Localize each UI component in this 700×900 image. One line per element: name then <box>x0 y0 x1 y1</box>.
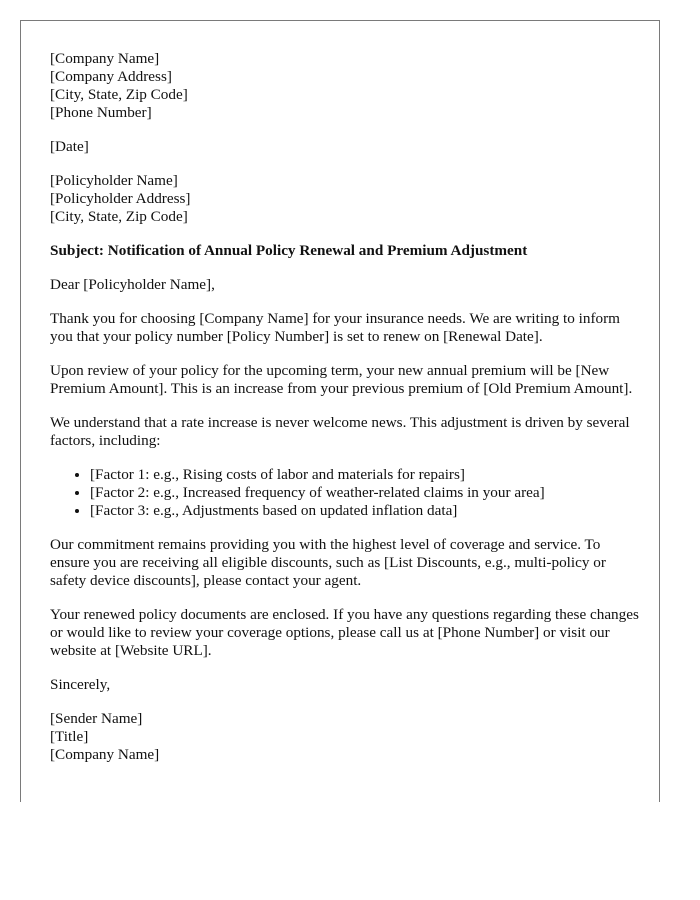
signature-block <box>50 710 640 764</box>
signature-company-name: [Company Name] <box>50 746 160 763</box>
factor-item: • [Factor 3: e.g., Adjustments based on updated inflation data] <box>90 502 640 520</box>
closing: Sincerely, <box>50 676 111 693</box>
factors-list <box>50 466 640 520</box>
paragraph-intro: Thank you for choosing [Company Name] for your insurance needs. We are writing to inform you that your policy number [Policy Number] is set to renew on [Renewal Date]. <box>50 310 620 345</box>
paragraph-discounts: Our commitment remains providing you with the highest level of coverage and service. To ensure you are receiving all eligible discounts, such as [List Discounts, e.g., multi-policy or safety device discounts], please contact your agent. <box>50 536 606 589</box>
paragraph-contact: Your renewed policy documents are enclosed. If you have any questions regarding these changes or would like to review your coverage options, please call us at [Phone Number] or visit our website at [Website URL]. <box>50 606 639 659</box>
sender-city-state-zip: [City, State, Zip Code] <box>50 86 188 103</box>
letter-page <box>20 20 660 802</box>
factor-item: • [Factor 2: e.g., Increased frequency of weather-related claims in your area] <box>90 484 640 502</box>
recipient-address: [Policyholder Address] <box>50 190 191 207</box>
recipient-city-state-zip: [City, State, Zip Code] <box>50 208 188 225</box>
sender-phone-number: [Phone Number] <box>50 104 152 121</box>
sender-company-name: [Company Name] <box>50 50 160 67</box>
salutation: Dear [Policyholder Name], <box>50 276 215 293</box>
factor-item: • [Factor 1: e.g., Rising costs of labor and materials for repairs] <box>90 466 640 484</box>
signature-title: [Title] <box>50 728 89 745</box>
sender-company-address: [Company Address] <box>50 68 172 85</box>
letter-date: [Date] <box>50 138 89 155</box>
signature-sender-name: [Sender Name] <box>50 710 143 727</box>
letter-content <box>50 50 640 780</box>
paragraph-factors-intro: We understand that a rate increase is never welcome news. This adjustment is driven by several factors, including: <box>50 414 630 449</box>
letter-subject: Subject: Notification of Annual Policy Renewal and Premium Adjustment <box>50 242 528 259</box>
sender-address-block <box>50 50 640 122</box>
paragraph-premium: Upon review of your policy for the upcoming term, your new annual premium will be [New Premium Amount]. This is an increase from your previous premium of [Old Premium Amount]. <box>50 362 633 397</box>
recipient-name: [Policyholder Name] <box>50 172 178 189</box>
recipient-address-block <box>50 172 640 226</box>
